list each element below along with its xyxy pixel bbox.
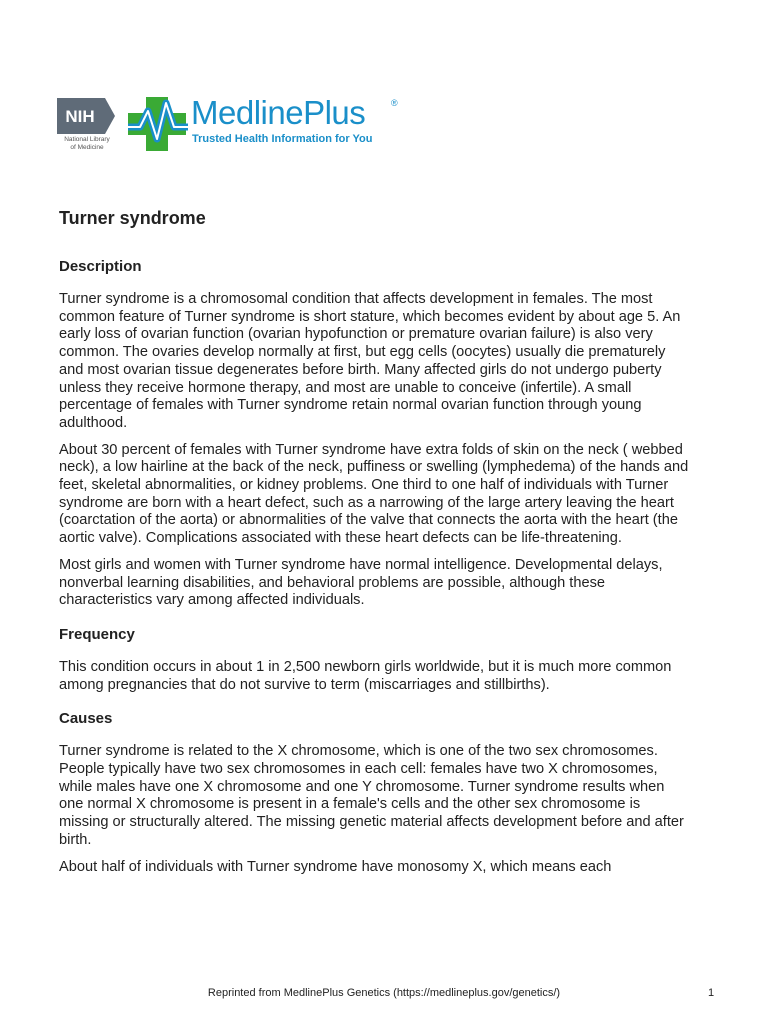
header-logo <box>57 96 417 158</box>
section-causes <box>59 709 689 876</box>
nih-label: NIH <box>65 107 95 126</box>
section-heading: Causes <box>59 710 113 728</box>
nih-subtitle <box>57 136 117 152</box>
section-description <box>59 257 689 610</box>
registered-mark: ® <box>391 98 398 108</box>
paragraph: Most girls and women with Turner syndrome have normal intelligence. Developmental delays, nonverbal learning disabilities, and behavioral problems are possible, although these characteristics vary among affected individuals. <box>59 556 663 609</box>
paragraph: Turner syndrome is a chromosomal condition that affects development in females. The most common feature of Turner syndrome is short stature, which becomes evident by about age 5. An early loss of ovarian function (ovarian hypofunction or premature ovarian failure) is also very common. The ovaries develop normally at first, but egg cells (oocytes) usually die prematurely and most ovarian tissue degenerates before birth. Many affected girls do not undergo puberty unless they receive hormone therapy, and most are unable to conceive (infertile). A small percentage of females with Turner syndrome retain normal ovarian function through young adulthood. <box>59 291 681 431</box>
nih-logo-icon <box>57 98 117 134</box>
page-number: 1 <box>708 987 715 999</box>
section-frequency <box>59 625 689 694</box>
section-heading: Frequency <box>59 625 135 643</box>
footer-reprint-note: Reprinted from MedlinePlus Genetics (https://medlineplus.gov/genetics/) <box>207 987 561 999</box>
paragraph: This condition occurs in about 1 in 2,500 newborn girls worldwide, but it is much more common among pregnancies that do not survive to term (miscarriages and stillbirths). <box>59 658 672 693</box>
paragraph: Turner syndrome is related to the X chromosome, which is one of the two sex chromosomes. People typically have two sex chromosomes in each cell: females have two X chromosomes, while males have one X chromosome and one Y chromosome. Turner syndrome results when one normal X chromosome is present in a female's cells and the other sex chromosome is missing or structurally altered. The missing genetic material affects development before and after birth. <box>59 743 684 848</box>
section-heading: Description <box>59 258 142 275</box>
document-body <box>59 205 689 891</box>
paragraph: About 30 percent of females with Turner syndrome have extra folds of skin on the neck ( webbed neck), a low hairline at the back of the neck, puffiness or swelling (lymphedema) of the hands and feet, skeletal abnormalities, or kidney problems. One third to one half of individuals with Turner syndrome are born with a heart defect, such as a narrowing of the large artery leaving the heart (coarctation of the aorta) or abnormalities of the valve that connects the aorta with the heart (the aortic valve). Complications associated with these heart defects can be life-threatening. <box>59 441 689 547</box>
medlineplus-mark-icon <box>128 97 188 151</box>
brand-name: MedlinePlus <box>191 94 366 131</box>
document-title: Turner syndrome <box>59 208 206 228</box>
brand-tagline: Trusted Health Information for You <box>192 133 373 145</box>
nih-subtitle-line-2: of Medicine <box>70 144 104 151</box>
nih-subtitle-line-1: National Library <box>64 136 110 143</box>
paragraph: About half of individuals with Turner syndrome have monosomy X, which means each <box>59 858 612 875</box>
